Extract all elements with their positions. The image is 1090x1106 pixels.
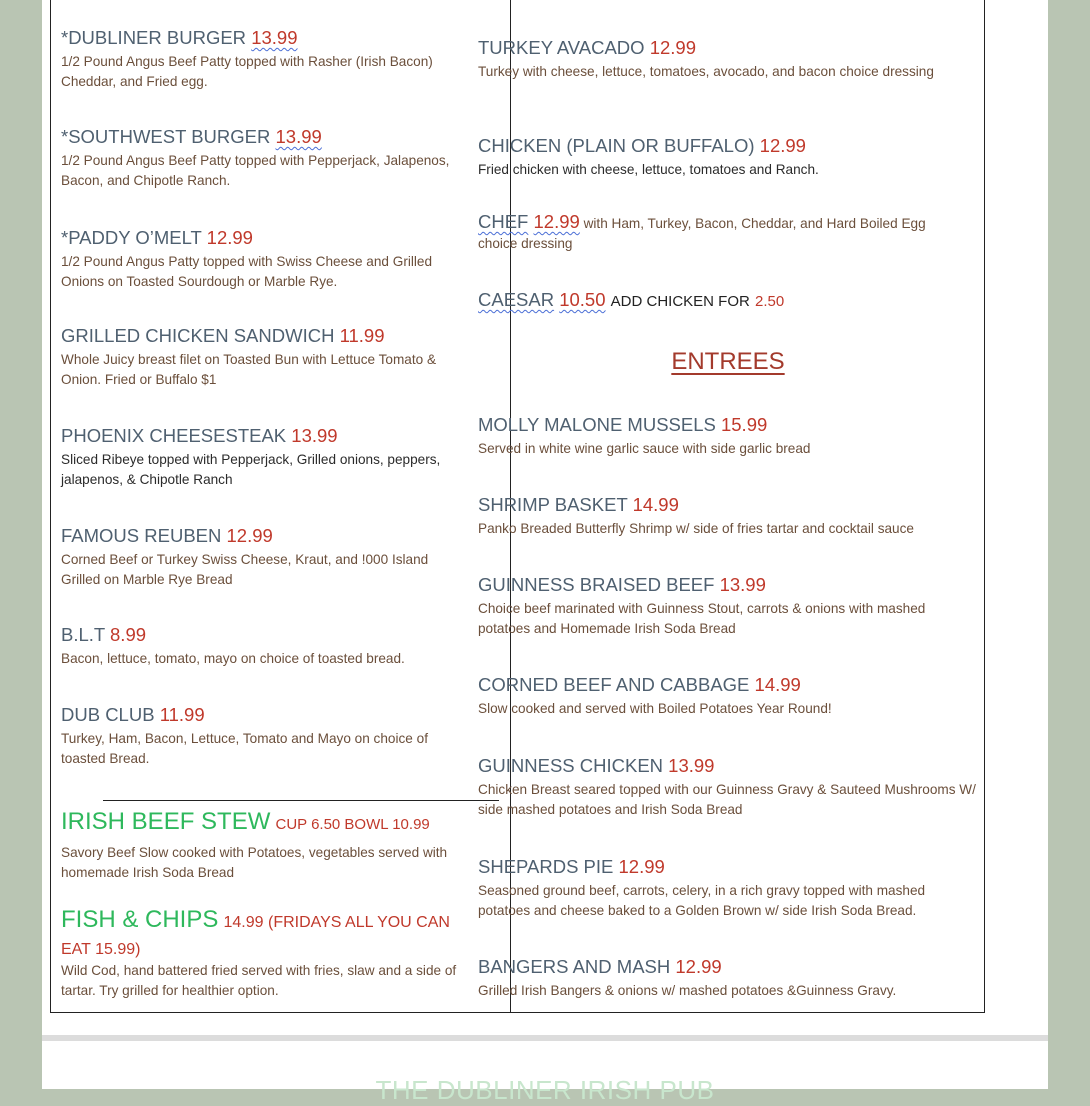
menu-item <box>478 573 978 639</box>
item-name: *SOUTHWEST BURGER <box>61 126 271 147</box>
menu-item <box>61 703 461 769</box>
menu-item-stew <box>61 810 461 883</box>
menu-item <box>61 226 461 292</box>
item-price: 14.99 <box>632 494 679 515</box>
menu-item-fish <box>61 908 461 1001</box>
item-description-cont: choice dressing <box>478 236 573 251</box>
item-price: 14.99 (FRIDAYS ALL YOU CAN <box>223 914 450 931</box>
item-price: 12.99 <box>206 227 253 248</box>
item-description: Wild Cod, hand battered fried served with fries, slaw and a side of tartar. Try grilled for healthier option. <box>61 963 457 998</box>
item-price: 11.99 <box>159 704 205 725</box>
item-name: CHEF <box>478 211 529 232</box>
item-name: IRISH BEEF STEW <box>61 808 271 835</box>
menu-item-caesar <box>478 288 978 314</box>
item-description: Savory Beef Slow cooked with Potatoes, vegetables served with homemade Irish Soda Bread <box>61 845 448 880</box>
menu-item <box>478 134 978 180</box>
item-name: SHRIMP BASKET <box>478 494 628 515</box>
item-description: Choice beef marinated with Guinness Stout, carrots & onions with mashed potatoes and Homemade Irish Soda Bread <box>478 601 926 636</box>
item-price: 12.99 <box>649 37 696 58</box>
item-description: Bacon, lettuce, tomato, mayo on choice of toasted bread. <box>61 651 405 666</box>
item-name: SHEPARDS PIE <box>478 856 614 877</box>
menu-item <box>478 855 978 921</box>
item-description: Seasoned ground beef, carrots, celery, in a rich gravy topped with mashed potatoes and cheese baked to a Golden Brown w/ side Irish Soda Bread. <box>478 883 926 918</box>
item-name: MOLLY MALONE MUSSELS <box>478 414 716 435</box>
item-price: 12.99 <box>618 856 665 877</box>
next-page <box>42 1041 1048 1105</box>
item-description: Turkey with cheese, lettuce, tomatoes, avocado, and bacon choice dressing <box>478 64 934 79</box>
item-name: GRILLED CHICKEN SANDWICH <box>61 325 335 346</box>
menu-item <box>478 955 978 1001</box>
menu-item <box>478 493 978 539</box>
item-price: 12.99 <box>759 135 806 156</box>
item-description: Slow cooked and served with Boiled Potatoes Year Round! <box>478 701 832 716</box>
item-price: 12.99 <box>226 525 273 546</box>
menu-item <box>478 413 978 459</box>
item-description: Grilled Irish Bangers & onions w/ mashed potatoes &Guinness Gravy. <box>478 983 897 998</box>
item-name: TURKEY AVACADO <box>478 37 645 58</box>
add-chicken-price: 2.50 <box>754 293 785 310</box>
section-divider-line <box>103 800 499 801</box>
item-name: B.L.T <box>61 624 105 645</box>
menu-item <box>61 26 461 92</box>
item-name: *DUBLINER BURGER <box>61 27 247 48</box>
item-price: 13.99 <box>668 755 715 776</box>
item-price: 15.99 <box>720 414 768 435</box>
item-price: 14.99 <box>754 674 801 695</box>
item-name: FAMOUS REUBEN <box>61 525 222 546</box>
entrees-heading: ENTREES <box>671 348 785 375</box>
item-description: Turkey, Ham, Bacon, Lettuce, Tomato and Mayo on choice of toasted Bread. <box>61 731 428 766</box>
item-name: GUINNESS BRAISED BEEF <box>478 574 715 595</box>
item-price: 13.99 <box>275 126 322 147</box>
item-description: 1/2 Pound Angus Beef Patty topped with Pepperjack, Jalapenos, Bacon, and Chipotle Ranch. <box>61 153 450 188</box>
item-price: 10.50 <box>559 289 606 310</box>
item-name: GUINNESS CHICKEN <box>478 755 664 776</box>
item-price: 13.99 <box>251 27 298 48</box>
menu-item <box>61 623 461 669</box>
item-description: Chicken Breast seared topped with our Guinness Gravy & Sauteed Mushrooms W/ side mashed potatoes and Irish Soda Bread <box>478 782 976 817</box>
item-name: PHOENIX CHEESESTEAK <box>61 425 287 446</box>
item-name: *PADDY O’MELT <box>61 227 202 248</box>
item-price: 8.99 <box>110 624 147 645</box>
item-name: CHICKEN (PLAIN OR BUFFALO) <box>478 135 755 156</box>
menu-item <box>478 754 978 820</box>
item-description: 1/2 Pound Angus Beef Patty topped with Rasher (Irish Bacon) Cheddar, and Fried egg. <box>61 54 433 89</box>
item-description: Served in white wine garlic sauce with side garlic bread <box>478 441 811 456</box>
menu-item <box>61 125 461 191</box>
menu-item <box>61 424 461 490</box>
item-price: 11.99 <box>339 325 385 346</box>
item-name: CAESAR <box>478 289 555 310</box>
menu-item <box>61 324 461 390</box>
item-description: Whole Juicy breast filet on Toasted Bun with Lettuce Tomato & Onion. Fried or Buffalo $1 <box>61 352 437 387</box>
item-description: Sliced Ribeye topped with Pepperjack, Grilled onions, peppers, jalapenos, & Chipotle Ranch <box>61 452 441 487</box>
next-page-title: THE DUBLINER IRISH PUB <box>375 1075 715 1105</box>
item-description: 1/2 Pound Angus Patty topped with Swiss Cheese and Grilled Onions on Toasted Sourdough or Marble Rye. <box>61 254 433 289</box>
item-price-cont: EAT 15.99) <box>61 941 141 958</box>
item-name: BANGERS AND MASH <box>478 956 671 977</box>
item-name: CORNED BEEF AND CABBAGE <box>478 674 750 695</box>
item-description: with Ham, Turkey, Bacon, Cheddar, and Hard Boiled Egg <box>579 216 926 231</box>
item-name: FISH & CHIPS <box>61 906 219 933</box>
item-price: CUP 6.50 BOWL 10.99 <box>275 816 430 833</box>
item-name: DUB CLUB <box>61 704 155 725</box>
item-price: 12.99 <box>675 956 722 977</box>
item-price: 13.99 <box>291 425 338 446</box>
menu-item <box>478 673 978 719</box>
item-description: Panko Breaded Butterfly Shrimp w/ side of fries tartar and cocktail sauce <box>478 521 914 536</box>
menu-item <box>478 36 978 82</box>
item-description: Fried chicken with cheese, lettuce, tomatoes and Ranch. <box>478 162 819 177</box>
menu-item-chef <box>478 210 978 254</box>
add-chicken-label: ADD CHICKEN FOR <box>610 293 750 310</box>
item-price: 13.99 <box>719 574 766 595</box>
item-price: 12.99 <box>533 211 580 232</box>
menu-item <box>61 524 461 590</box>
item-description: Corned Beef or Turkey Swiss Cheese, Kraut, and !000 Island Grilled on Marble Rye Bread <box>61 552 429 587</box>
